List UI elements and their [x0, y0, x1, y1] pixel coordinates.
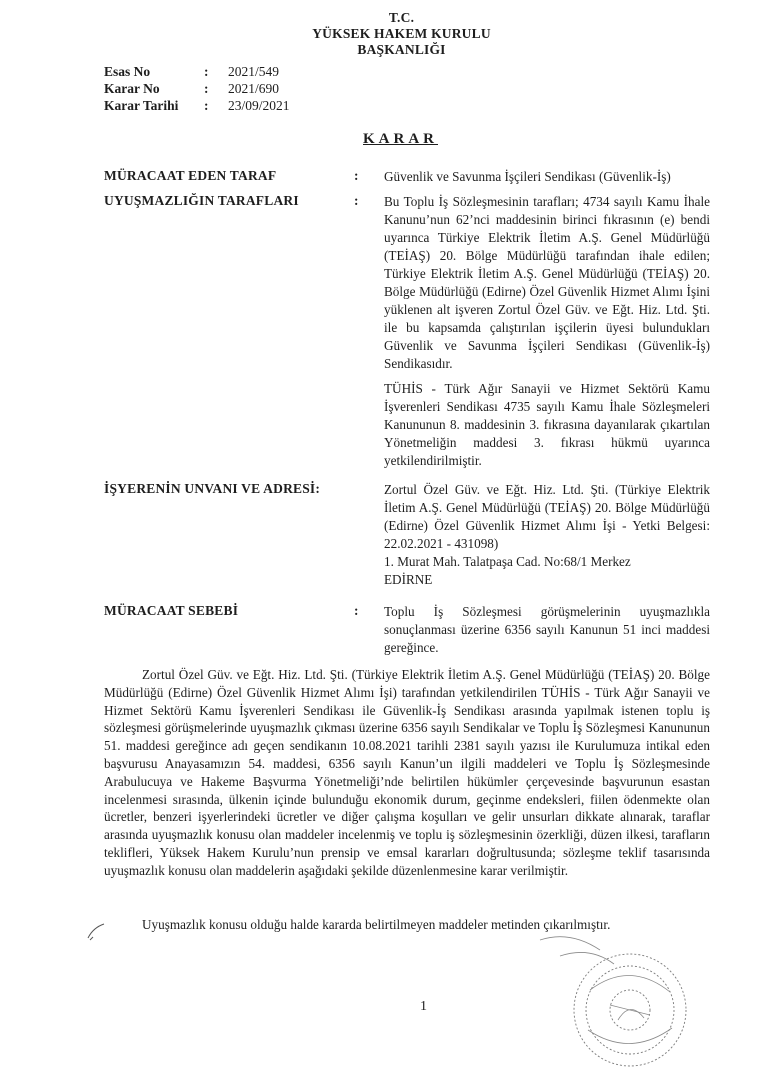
employer-name: Zortul Özel Güv. ve Eğt. Hiz. Ltd. Şti. (Türkiye Elektrik İletim A.Ş. Genel Müdürlüğü (TEİAŞ) 20. Bölge Müdürlüğü (Edirne) Özel Güvenlik Hizmet Alımı İşi - Yetki Belgesi: 22.02.2021 - 431098)	[384, 482, 710, 551]
section-value-employer	[384, 481, 710, 589]
page-number: 1	[420, 999, 427, 1014]
meta-colon: :	[204, 98, 209, 113]
body-paragraph: Zortul Özel Güv. ve Eğt. Hiz. Ltd. Şti. (Türkiye Elektrik İletim A.Ş. Genel Müdürlüğü (TEİAŞ) 20. Bölge Müdürlüğü (Edirne) Özel Güvenlik Hizmet Alımı İşi) tarafından yetkilendirilen TÜHİS - Türk Ağır Sanayii ve Hizmet Sektörü Kamu İşverenleri Sendikası ile Güvenlik-İş Sendikası arasında yapılmak istenen toplu iş sözleşmesi görüşmelerinde uyuşmazlık çıkması üzerine 6356 sayılı Sendikalar ve Toplu İş Sözleşmesi Kanununun 51. maddesi gereğince adı geçen sendikanın 10.08.2021 tarihli 2381 sayılı yazısı ile Kurulumuza intikal eden başvurusu Anayasamızın 54. maddesi, 6356 sayılı Kanun’un ilgili maddeleri ve Toplu İş Sözleşmesinde Arabulucuya ve Hakeme Başvurma Yönetmeliği’nde belirtilen hükümler çerçevesinde başvurunun esastan incelenmesi sırasında, ülkenin içinde bulunduğu ekonomik durum, geçinme endeksleri, fiilen ödenmekte olan ücretler, benzeri işyerlerindeki ücretler ve diğer çalışma koşulları ve gelir unsurları dikkate alınarak, taraflar arasında uyuşmazlık konusu olan maddeler incelenmiş ve toplu iş sözleşmesinin özerkliği, düzen ilkesi, tarafların teklifleri, Yüksek Hakem Kurulu’nun prensip ve emsal kararları doğrultusunda; sözleşme teklif tasarısında uyuşmazlık konusu olan maddelerin aşağıdaki şekilde düzenlenmesine karar verilmiştir.	[104, 667, 710, 878]
header-presidency: BAŞKANLIĞI	[357, 42, 446, 57]
employer-address: 1. Murat Mah. Talatpaşa Cad. No:68/1 Merkez	[384, 554, 631, 569]
meta-label: Esas No	[104, 64, 151, 79]
pen-mark-icon	[84, 916, 114, 946]
official-seal-icon	[530, 920, 710, 1070]
section-label-applicant: MÜRACAAT EDEN TARAF	[104, 168, 277, 183]
section-colon: :	[354, 603, 359, 618]
meta-value: 23/09/2021	[228, 98, 290, 113]
meta-value: 2021/549	[228, 64, 280, 79]
section-value-reason: Toplu İş Sözleşmesi görüşmelerinin uyuşmazlıkla sonuçlanması üzerine 6356 sayılı Kanunun 51 inci maddesi gereğince.	[384, 604, 710, 655]
section-label-reason: MÜRACAAT SEBEBİ	[104, 603, 239, 618]
document-title: KARAR	[363, 131, 438, 147]
header-tc: T.C.	[388, 10, 415, 25]
meta-label: Karar No	[104, 81, 160, 96]
section-value-parties: Bu Toplu İş Sözleşmesinin tarafları; 4734 sayılı Kamu İhale Kanunu’nun 62’nci maddesinin birinci fıkrasının (e) bendi uyarınca Türkiye Elektrik İletim A.Ş. Genel Müdürlüğü (TEİAŞ) 20. Bölge Müdürlüğü tarafından ihale edilen; Türkiye Elektrik İletim A.Ş. Genel Müdürlüğü (TEİAŞ) 20. Bölge Müdürlüğü (Edirne) Özel Güvenlik Hizmet Alımı İşini yüklenen alt işveren Zortul Özel Güv. ve Eğt. Hiz. Ltd. Şti. ile bu kapsamda çalıştırılan işçilerin üyesi bulundukları Güvenlik ve Savunma İşçileri Sendikası (Güvenlik-İş) Sendikasıdır.	[384, 194, 710, 371]
header-institution: YÜKSEK HAKEM KURULU	[312, 26, 491, 41]
meta-colon: :	[204, 64, 209, 79]
section-colon: :	[354, 168, 359, 183]
meta-value: 2021/690	[228, 81, 280, 96]
section-colon: :	[354, 193, 359, 208]
section-label-employer: İŞYERENİN UNVANI VE ADRESİ:	[104, 481, 321, 496]
meta-colon: :	[204, 81, 209, 96]
section-value-applicant: Güvenlik ve Savunma İşçileri Sendikası (Güvenlik-İş)	[384, 169, 671, 184]
meta-label: Karar Tarihi	[104, 98, 179, 113]
section-value-parties-employer-union: TÜHİS - Türk Ağır Sanayii ve Hizmet Sektörü Kamu İşverenleri Sendikası 4735 sayılı Kamu İhale Sözleşmeleri Kanununun 8. maddesinin 3. fıkrasına dayanılarak çıkartılan Yönetmeliğin maddesi 3. fıkrası hükmü uyarınca yetkilendirilmiştir.	[384, 381, 710, 468]
section-label-parties: UYUŞMAZLIĞIN TARAFLARI	[104, 193, 299, 208]
body-paragraph-closing: Uyuşmazlık konusu olduğu halde kararda belirtilmeyen maddeler metinden çıkarılmıştır.	[142, 917, 611, 932]
employer-city: EDİRNE	[384, 572, 433, 587]
